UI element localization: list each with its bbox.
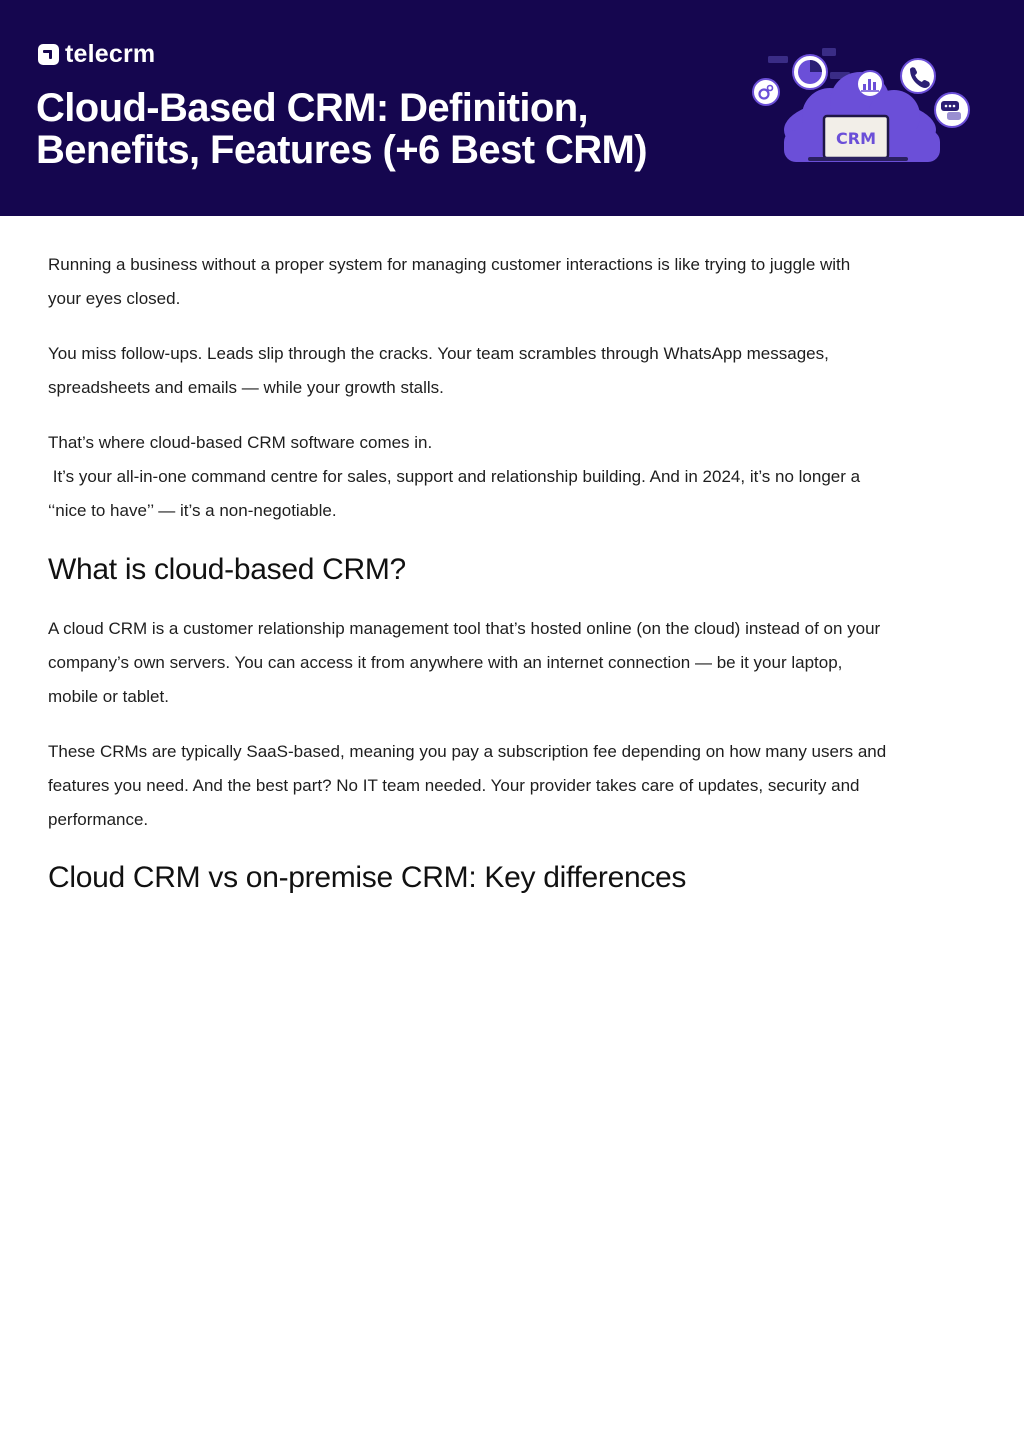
phone-icon xyxy=(901,59,935,93)
page-title-line-2: Benefits, Features (+6 Best CRM) xyxy=(36,128,647,172)
text-line: That’s where cloud-based CRM software comes in. xyxy=(48,433,433,452)
text-line: performance. xyxy=(48,810,149,829)
text-line: mobile or tablet. xyxy=(48,687,169,706)
text-line: company’s own servers. You can access it from anywhere with an internet connection — be it your laptop, xyxy=(48,653,843,672)
section-heading-comparison: Cloud CRM vs on-premise CRM: Key differences xyxy=(48,861,687,894)
telecrm-logo-icon xyxy=(38,44,59,65)
chat-icon xyxy=(935,93,969,127)
page-title xyxy=(36,87,736,171)
bar-chart-icon xyxy=(857,71,883,97)
brand-logo[interactable] xyxy=(38,42,155,66)
section-heading-definition: What is cloud-based CRM? xyxy=(48,553,406,586)
page-title-line-1: Cloud-Based CRM: Definition, xyxy=(36,86,589,130)
header-banner xyxy=(0,0,1024,216)
text-line: It’s your all-in-one command centre for sales, support and relationship building. And in 2024, it’s no longer a xyxy=(48,467,861,486)
intro-paragraph-2 xyxy=(48,337,978,405)
text-line: ‘‘nice to have’’ — it’s a non-negotiable. xyxy=(48,501,337,520)
intro-paragraph-3 xyxy=(48,426,978,528)
cloud-crm-illustration xyxy=(748,44,974,168)
text-line: Running a business without a proper system for managing customer interactions is like trying to juggle with xyxy=(48,255,851,274)
text-line: features you need. And the best part? No IT team needed. Your provider takes care of updates, security and xyxy=(48,776,860,795)
definition-paragraph-1 xyxy=(48,612,978,714)
text-line: your eyes closed. xyxy=(48,289,181,308)
definition-paragraph-2 xyxy=(48,735,978,837)
intro-paragraph-1 xyxy=(48,248,978,316)
article-body xyxy=(48,248,978,898)
floating-card-icon xyxy=(822,48,836,56)
floating-card-icon xyxy=(768,56,788,63)
brand-name: telecrm xyxy=(65,40,156,68)
text-line: You miss follow-ups. Leads slip through the cracks. Your team scrambles through WhatsApp messages, xyxy=(48,344,829,363)
text-line: These CRMs are typically SaaS-based, meaning you pay a subscription fee depending on how many users and xyxy=(48,742,887,761)
illustration-crm-label: CRM xyxy=(836,129,876,148)
pie-chart-icon xyxy=(793,55,827,89)
gear-icon xyxy=(753,79,779,105)
text-line: A cloud CRM is a customer relationship management tool that’s hosted online (on the cloud) instead of on your xyxy=(48,619,881,638)
text-line: spreadsheets and emails — while your growth stalls. xyxy=(48,378,444,397)
